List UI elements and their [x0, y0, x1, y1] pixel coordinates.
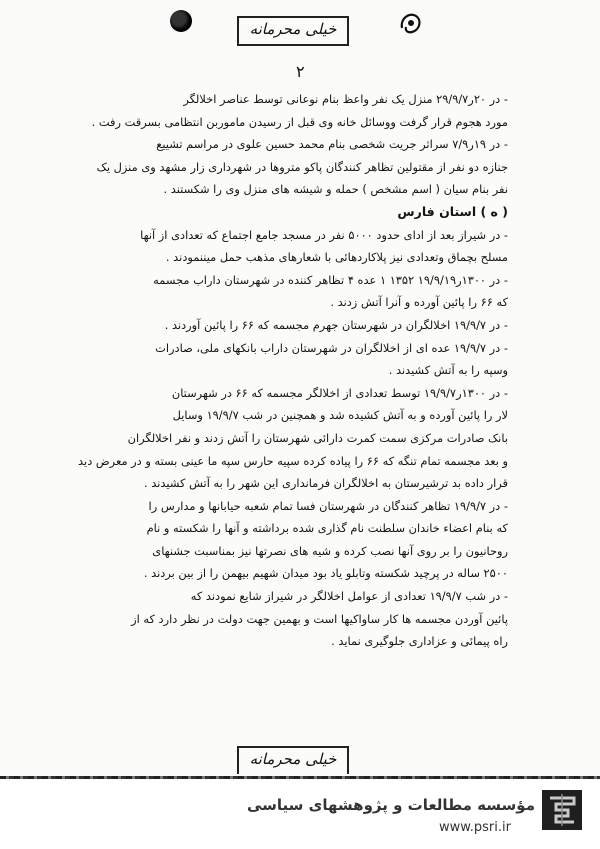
ink-stamp-mark	[170, 10, 192, 32]
document-line: و بعد مجسمه تمام تنگه که ۶۶ را پیاده کرده سپیه حارس سپه ما عینی بسته و در معرض دید	[78, 453, 508, 468]
document-line: - در شب ۱۹/۹/۷ تعدادی از عوامل اخلالگر در شیراز شایع نمودند که	[190, 589, 508, 604]
footer	[0, 780, 600, 849]
document-line: ۲۵۰۰ ساله در پرچید شکسته وتابلو یاد بود میدان شهیم بیهمن را از بین بردند .	[143, 566, 508, 581]
document-line: - در ۱۳۰۰ر۱۹/۹/۷ توسط تعدادی از اخلالگر مجسمه که ۶۶ در شهرستان	[171, 385, 508, 400]
document-line: بانک صادرات مرکزی سمت کمرت دارائی شهرستان را آتش زدند و نفر اخلالگران	[127, 430, 508, 445]
document-line: وسپه را به آتش کشیدند .	[388, 363, 508, 378]
section-heading: ( ه ) استان فارس	[397, 203, 508, 219]
document-line: لار را پائین آورده و به آتش کشیده شد و همچنین در شب ۱۹/۹/۷ وسایل	[172, 408, 508, 423]
document-line: جنازه دو نفر از مقتولین تظاهر کنندگان پاکو متروها در شهرداری زار مشهد وی منزل یک	[96, 159, 508, 174]
institute-url[interactable]: www.psri.ir	[439, 820, 511, 835]
document-line: - در شیراز بعد از ادای حدود ۵۰۰۰ نفر در مسجد جامع اجتماع که تعدادی از آنها	[140, 227, 508, 242]
document-line: پائین آوردن مجسمه ها کار ساواکیها است و بهمین جهت دولت در نظر دارد که از	[131, 611, 508, 626]
institute-name: مؤسسه مطالعات و پژوهشهای سیاسی	[246, 796, 535, 814]
document-line: راه پیمائی و عزاداری جلوگیری نماید .	[331, 634, 508, 649]
document-line: - در ۱۳۰۰ر۱۹/۹/۱۹ ۱۳۵۲ ۱ عده ۴ تظاهر کننده در شهرستان داراب مجسمه	[153, 272, 508, 287]
document-line: مورد هجوم قرار گرفت ووسائل خانه وی قبل از رسیدن ماموربن انتظامی بسرقت رفت .	[91, 114, 508, 129]
document-line: - در ۲۰ر۲۹/۹/۷ منزل یک نفر واعظ بنام نوعانی توسط عناصر اخلالگر	[183, 92, 508, 106]
document-line: - در ۱۹/۹/۷ عده ای از اخلالگران در شهرستان داراب بانکهای ملی، صادرات	[155, 340, 508, 355]
document-body	[62, 88, 508, 653]
page-number: ۲	[296, 62, 305, 81]
document-line: - در ۱۹/۹/۷ اخلالگران در شهرستان جهرم مجسمه که ۶۶ را پائین آوردند .	[164, 317, 508, 332]
seal-icon	[396, 8, 426, 38]
document-line: - در ۱۹/۹/۷ تظاهر کنندگان در شهرستان فسا تمام شعبه حیابانها و مدارس را	[148, 498, 508, 513]
document-line: که بنام اعضاء خاندان سلطنت نام گذاری شده برداشته و آنها را شکسته و نام	[146, 521, 508, 536]
document-line: نفر بنام سیان ( اسم مشخص ) حمله و شیشه های منزل وی را شکستند .	[163, 182, 508, 197]
classification-label-bottom: خیلی محرمانه	[237, 746, 349, 774]
psri-logo-icon	[542, 790, 582, 830]
document-line: روحانیون را بر روی آنها نصب کرده و شیه های نصرتها نیز بمناسبت جشنهای	[152, 543, 508, 558]
scan-edge	[0, 776, 600, 779]
document-line: مسلح بچماق وتعدادی نیز پلاکاردهائی با شعارهای مذهب حمل میننمودند .	[165, 250, 508, 265]
document-line: - در ۱۹ر۷/۹ سراثر جریت شخصی بنام محمد حسین علوی در مراسم تشییع	[156, 137, 508, 152]
classification-label-top: خیلی محرمانه	[237, 16, 349, 46]
document-line: قرار داده بد ترشیرستان به اخلالگران فرمانداری این شهر را به آتش کشیدند .	[144, 476, 508, 491]
document-line: که ۶۶ را پائین آورده و آنرا آتش زدند .	[330, 295, 508, 310]
